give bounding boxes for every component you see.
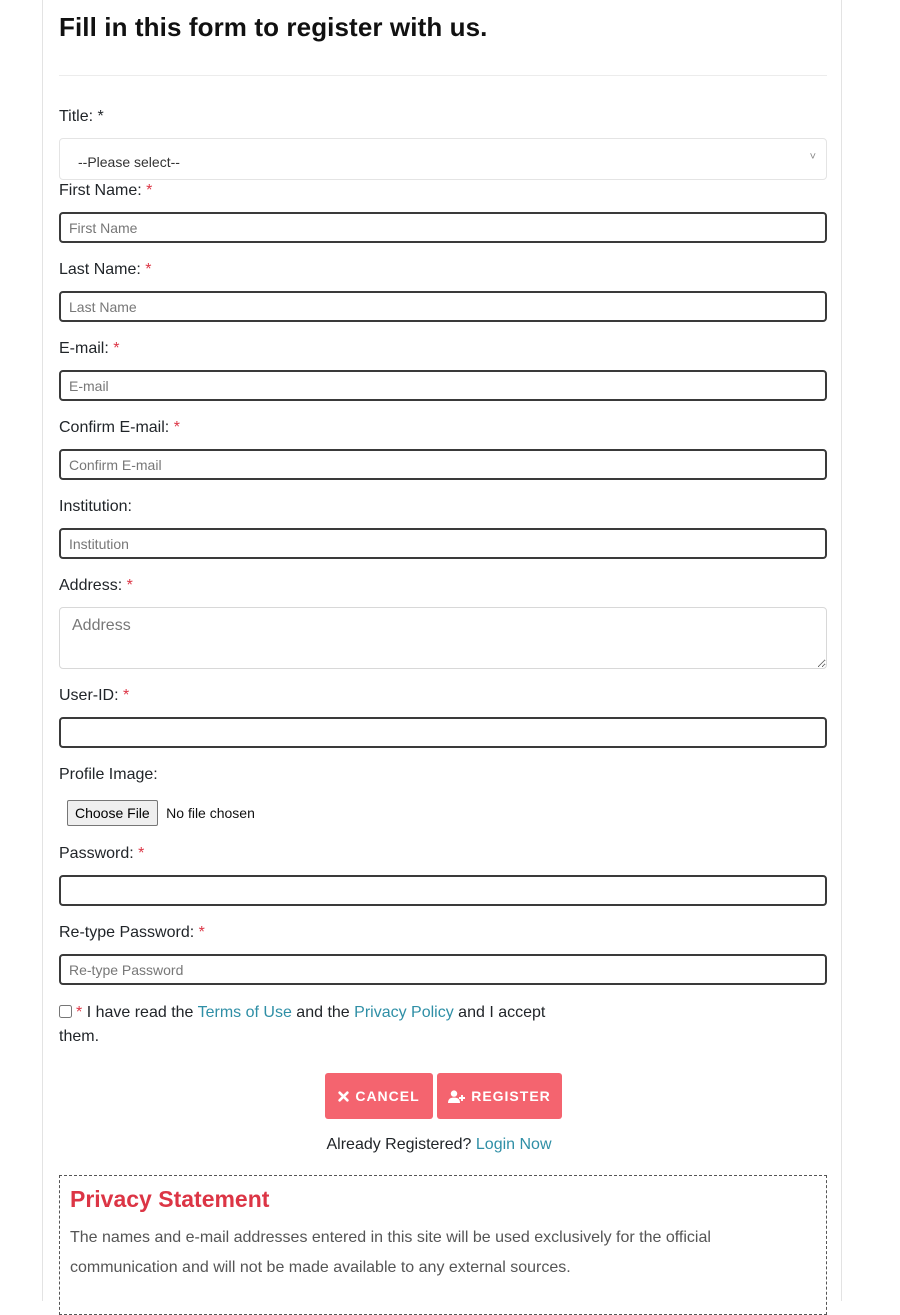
password-label-text: Password:	[59, 845, 134, 862]
divider	[59, 75, 827, 76]
retype-password-input[interactable]	[59, 954, 827, 985]
last-name-label-text: Last Name:	[59, 261, 141, 278]
login-prompt	[59, 1136, 819, 1154]
user-id-input[interactable]	[59, 717, 827, 748]
retype-password-label	[59, 924, 205, 942]
login-now-link[interactable]: Login Now	[475, 1136, 552, 1153]
required-mark: *	[126, 577, 133, 594]
file-status-text: No file chosen	[166, 805, 255, 821]
chevron-down-icon: ˅	[809, 151, 816, 163]
user-plus-icon	[448, 1090, 465, 1103]
privacy-statement-title: Privacy Statement	[70, 1186, 270, 1212]
required-mark: *	[76, 1004, 83, 1021]
agreement-middle: and the	[296, 1004, 350, 1021]
required-mark: *	[123, 687, 130, 704]
register-button[interactable]	[437, 1073, 562, 1119]
privacy-policy-link[interactable]: Privacy Policy	[354, 1004, 454, 1021]
login-prompt-text: Already Registered?	[326, 1136, 472, 1153]
required-mark: *	[138, 845, 145, 862]
register-button-label: REGISTER	[471, 1088, 551, 1104]
address-label-text: Address:	[59, 577, 123, 594]
page-title: Fill in this form to register with us.	[59, 12, 488, 42]
first-name-label-text: First Name:	[59, 182, 142, 199]
last-name-label	[59, 261, 152, 279]
registration-card	[42, 0, 842, 1301]
choose-file-button[interactable]: Choose File	[67, 800, 158, 826]
confirm-email-input[interactable]	[59, 449, 827, 480]
email-label-text: E-mail:	[59, 340, 109, 357]
terms-checkbox[interactable]	[59, 1005, 72, 1018]
email-input[interactable]	[59, 370, 827, 401]
terms-agreement	[59, 1001, 559, 1049]
email-label	[59, 340, 119, 358]
privacy-statement-box	[59, 1175, 827, 1315]
privacy-statement-body: The names and e-mail addresses entered in this site will be used exclusively for the official communication and will not be made available to any external sources.	[70, 1229, 711, 1276]
agreement-prefix: I have read the	[86, 1004, 194, 1021]
user-id-label	[59, 687, 129, 705]
retype-password-label-text: Re-type Password:	[59, 924, 195, 941]
terms-of-use-link[interactable]: Terms of Use	[197, 1004, 292, 1021]
last-name-input[interactable]	[59, 291, 827, 322]
required-mark: *	[173, 419, 180, 436]
required-mark: *	[146, 182, 153, 199]
agreement-suffix: and I accept them.	[59, 1004, 546, 1045]
address-label	[59, 577, 133, 595]
title-select-value: --Please select--	[78, 154, 180, 170]
password-label	[59, 845, 144, 863]
required-mark: *	[145, 261, 152, 278]
first-name-input[interactable]	[59, 212, 827, 243]
close-icon	[338, 1091, 349, 1102]
required-mark: *	[198, 924, 205, 941]
cancel-button[interactable]	[325, 1073, 433, 1119]
institution-label: Institution:	[59, 498, 132, 515]
cancel-button-label: CANCEL	[355, 1088, 420, 1104]
required-mark: *	[113, 340, 120, 357]
first-name-label	[59, 182, 152, 200]
profile-image-label: Profile Image:	[59, 766, 158, 783]
institution-input[interactable]	[59, 528, 827, 559]
profile-image-file-input	[67, 800, 255, 826]
confirm-email-label	[59, 419, 180, 437]
confirm-email-label-text: Confirm E-mail:	[59, 419, 170, 436]
address-textarea[interactable]	[59, 607, 827, 669]
title-select[interactable]	[59, 138, 827, 180]
user-id-label-text: User-ID:	[59, 687, 119, 704]
password-input[interactable]	[59, 875, 827, 906]
title-label: Title: *	[59, 108, 104, 125]
